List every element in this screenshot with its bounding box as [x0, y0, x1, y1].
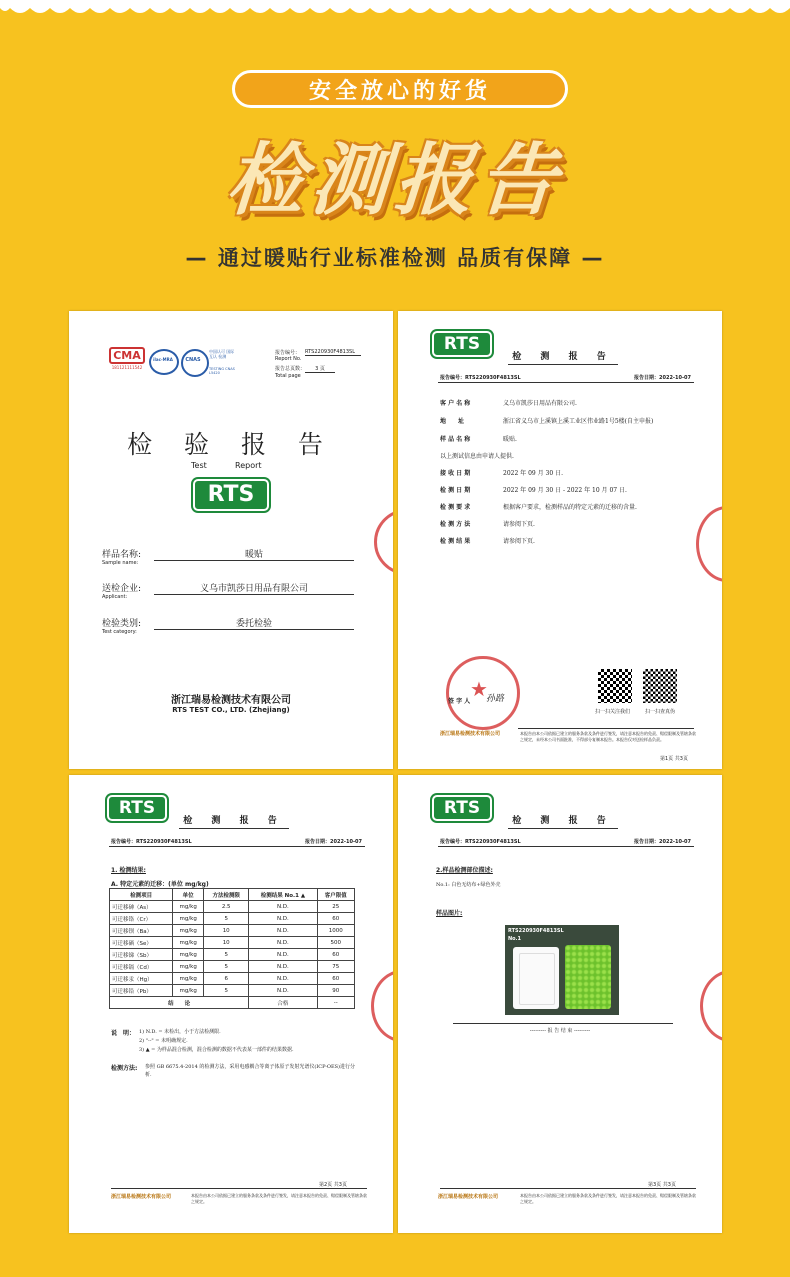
divider [438, 846, 694, 847]
report-page-1 [398, 311, 722, 769]
table-cell: 60 [317, 973, 354, 985]
table-header: 单位 [173, 889, 204, 901]
subsection-heading: A. 特定元素的迁移：(单位 mg/kg) [111, 881, 209, 888]
section-heading: 2.样品检测部位描述: [436, 867, 493, 874]
sample-name-label: 样品名称: [102, 550, 142, 560]
table-cell: mg/kg [173, 961, 204, 973]
footer-text: 本报告由本公司依据已建立的服务条款及条件进行签发，请注意本报告的免责、赔偿限制及管辖条款之规定。 [520, 1193, 696, 1204]
table-cell: 可迁移铅（Pb） [110, 985, 173, 997]
footer-divider [518, 728, 694, 729]
cma-number: 181121111542 [111, 365, 143, 370]
page-number: 第1页 共3页 [660, 756, 688, 762]
divider [109, 846, 365, 847]
table-cell: 1000 [317, 925, 354, 937]
sample-photo [505, 925, 619, 1015]
conclusion-label: 结 论 [110, 997, 249, 1009]
rts-logo: RTS [193, 479, 269, 511]
table-cell: N.D. [249, 925, 317, 937]
note-1: 1) N.D. = 未检出，小于方法检测限. [139, 1029, 221, 1035]
signer-label: 签 字 人 [448, 698, 471, 705]
report-number: 报告编号：RTS220930F4813SL [111, 839, 192, 845]
total-pages-value: 3 页 [305, 365, 335, 373]
ilac-logo-text: ilac-MRA [153, 357, 173, 362]
ilac-logo [149, 349, 179, 375]
table-cell: mg/kg [173, 925, 204, 937]
company-name-cn: 浙江瑞易检测技术有限公司 [171, 695, 291, 706]
footer-company: 浙江瑞易检测技术有限公司 [438, 1194, 499, 1200]
part-description: No.1: 白色无纺布+绿色外壳 [436, 882, 501, 888]
table-cell: 60 [317, 913, 354, 925]
table-row [110, 925, 355, 937]
table-cell: mg/kg [173, 985, 204, 997]
seal-star-icon: ★ [470, 677, 488, 701]
test-category-value: 委托检验 [154, 616, 354, 630]
table-cell: 5 [204, 949, 249, 961]
qr-caption-follow: 扫一扫关注我们 [595, 709, 631, 715]
receive-date-value: 2022 年 09 月 30 日. [503, 470, 563, 477]
table-cell: 5 [204, 913, 249, 925]
report-page-2 [69, 775, 393, 1233]
method-label: 检测方法: [111, 1065, 138, 1072]
report-cover-page [69, 311, 393, 769]
cnas-logo-text: CNAS [185, 357, 201, 363]
table-cell: N.D. [249, 937, 317, 949]
table-cell: mg/kg [173, 949, 204, 961]
sample-name-value: 暖贴. [503, 436, 517, 443]
footer-divider [111, 1188, 367, 1189]
table-cell: N.D. [249, 973, 317, 985]
test-result-value: 请参阅下页. [503, 538, 535, 545]
test-result-label: 检 测 结 果 [440, 538, 471, 545]
report-no-value: RTS220930F4813SL [305, 349, 361, 356]
table-cell: 2.5 [204, 901, 249, 913]
test-method-label: 检 测 方 法 [440, 521, 471, 528]
receive-date-label: 接 收 日 期 [440, 470, 471, 477]
table-cell: 6 [204, 973, 249, 985]
report-heading-en-2: Report [235, 461, 262, 470]
applicant-value: 义乌市凯莎日用品有限公司 [154, 581, 354, 595]
footer-company: 浙江瑞易检测技术有限公司 [440, 731, 501, 737]
table-cell: N.D. [249, 985, 317, 997]
table-cell: mg/kg [173, 901, 204, 913]
table-row [110, 949, 355, 961]
report-date: 报告日期：2022-10-07 [634, 839, 691, 845]
report-no-en: Report No. [275, 356, 302, 362]
table-cell: 可迁移砷（As） [110, 901, 173, 913]
test-date-label: 检 测 日 期 [440, 487, 471, 494]
report-date: 报告日期：2022-10-07 [305, 839, 362, 845]
page-number: 第2页 共3页 [319, 1182, 347, 1188]
banner-pill: 安全放心的好货 [232, 70, 568, 108]
sample-name-value: 暖贴 [154, 547, 354, 561]
table-header: 检测结果 No.1 ▲ [249, 889, 317, 901]
footer-text: 本报告由本公司依据已建立的服务条款及条件进行签发，请注意本报告的免责、赔偿限制及管辖条款之规定。 [191, 1193, 367, 1204]
table-cell: 25 [317, 901, 354, 913]
table-header: 检测项目 [110, 889, 173, 901]
cnas-number: TESTING CNAS L5420 [209, 367, 235, 375]
wavy-top-border [0, 0, 790, 22]
test-requirement-value: 根据客户要求，检测样品的特定元素的迁移的含量. [503, 504, 637, 511]
test-category-label: 检验类别: [102, 619, 142, 629]
page-number: 第3页 共3页 [648, 1182, 676, 1188]
table-row [110, 901, 355, 913]
applicant-label: 送检企业: [102, 584, 142, 594]
report-number: 报告编号：RTS220930F4813SL [440, 375, 521, 381]
conclusion-value: 合格 [249, 997, 317, 1009]
rts-logo: RTS [432, 795, 492, 821]
note-2: 2) "--" = 未明确规定. [139, 1038, 188, 1044]
photo-label: 样品图片: [436, 910, 463, 917]
table-cell: 可迁移钡（Ba） [110, 925, 173, 937]
table-cell: 5 [204, 985, 249, 997]
page-heading: 检 测 报 告 [508, 813, 618, 829]
footer-company: 浙江瑞易检测技术有限公司 [111, 1194, 172, 1200]
table-row [110, 937, 355, 949]
info-note: 以上测试信息由申请人提供. [440, 453, 514, 460]
footer-divider [440, 1188, 696, 1189]
white-patch-image [513, 947, 559, 1009]
green-patch-image [565, 945, 611, 1009]
qr-code-follow [598, 669, 632, 703]
photo-sample-no: No.1 [508, 936, 521, 942]
test-requirement-label: 检 测 要 求 [440, 504, 471, 511]
table-cell: 可迁移汞（Hg） [110, 973, 173, 985]
qr-code-verify [643, 669, 677, 703]
method-text: 参照 GB 6675.4-2014 的检测方法，采用电感耦合等离子体原子发射光谱仪(ICP-OES)进行分析. [145, 1064, 356, 1078]
table-cell: 75 [317, 961, 354, 973]
table-cell: mg/kg [173, 937, 204, 949]
report-date: 报告日期：2022-10-07 [634, 375, 691, 381]
table-header: 客户限值 [317, 889, 354, 901]
table-row [110, 985, 355, 997]
table-cell: 可迁移铬（Cr） [110, 913, 173, 925]
test-date-value: 2022 年 09 月 30 日 - 2022 年 10 月 07 日. [503, 487, 627, 494]
table-row [110, 913, 355, 925]
report-no-label: 报告编号： [275, 350, 301, 356]
sample-name-label: 样 品 名 称 [440, 436, 471, 443]
client-name-label: 客 户 名 称 [440, 400, 471, 407]
rts-logo: RTS [432, 331, 492, 357]
table-cell: 10 [204, 937, 249, 949]
test-category-label-en: Test category: [102, 629, 137, 635]
table-row [110, 973, 355, 985]
photo-caption: RTS220930F4813SL [508, 928, 564, 934]
report-heading-en-1: Test [191, 461, 207, 470]
results-table [109, 888, 355, 1009]
table-cell: N.D. [249, 961, 317, 973]
table-row [110, 961, 355, 973]
table-cell: 60 [317, 949, 354, 961]
notes-label: 说 明： [111, 1030, 136, 1037]
table-cell: mg/kg [173, 913, 204, 925]
sample-name-label-en: Sample name: [102, 560, 139, 566]
conclusion-row [110, 997, 355, 1009]
subtitle: — 通过暖贴行业标准检测 品质有保障 — [185, 246, 605, 270]
report-heading: 检 验 报 告 [127, 430, 335, 459]
side-stamp [696, 506, 722, 582]
address-label: 地 址 [440, 418, 465, 425]
total-pages-en: Total page [275, 373, 301, 379]
table-cell: 可迁移锑（Sb） [110, 949, 173, 961]
address-value: 浙江省义乌市上溪镇上溪工业区伟业路1号5楼(自主申报) [503, 418, 654, 425]
test-method-value: 请参阅下页. [503, 521, 535, 528]
cnas-logo [181, 349, 209, 377]
qr-caption-verify: 扫一扫查真伪 [645, 709, 676, 715]
seal-stamp [374, 509, 393, 575]
note-3: 3) ▲ = 为样品混合检测，混合检测的数据不代表某一部件的结果数据. [139, 1047, 294, 1053]
applicant-label-en: Applicant: [102, 594, 128, 600]
cnas-subtitle: 中国认可 国际互认 检测 [209, 349, 235, 359]
cma-logo-text: CMA [109, 347, 145, 364]
report-number: 报告编号：RTS220930F4813SL [440, 839, 521, 845]
rts-logo: RTS [107, 795, 167, 821]
divider [438, 382, 694, 383]
report-end: --------- 报 告 结 束 --------- [529, 1028, 591, 1034]
table-cell: 10 [204, 925, 249, 937]
total-pages-label: 报告总页数： [275, 366, 306, 372]
table-cell: 500 [317, 937, 354, 949]
table-cell: N.D. [249, 901, 317, 913]
client-name-value: 义乌市凯莎日用品有限公司. [503, 400, 577, 407]
table-cell: mg/kg [173, 973, 204, 985]
signature: 孙路 [486, 694, 505, 704]
end-divider [453, 1023, 673, 1024]
side-stamp [371, 970, 393, 1042]
company-name-en: RTS TEST CO., LTD. (Zhejiang) [172, 706, 290, 714]
table-cell: N.D. [249, 913, 317, 925]
table-cell: 可迁移镉（Cd） [110, 961, 173, 973]
table-cell: 5 [204, 961, 249, 973]
table-cell: N.D. [249, 949, 317, 961]
table-header-row [110, 889, 355, 901]
section-heading: 1. 检测结果: [111, 867, 146, 874]
table-cell: 可迁移硒（Se） [110, 937, 173, 949]
table-cell: 90 [317, 985, 354, 997]
table-header: 方法检测限 [204, 889, 249, 901]
page-heading: 检 测 报 告 [179, 813, 289, 829]
footer-text: 本报告由本公司依据已建立的服务条款及条件进行签发，请注意本报告的免责、赔偿限制及管辖条款之规定，未经本公司书面批准，不得部分复制本报告。本报告仅对送检样品负责。 [520, 731, 696, 742]
cma-logo [109, 347, 145, 370]
report-page-3 [398, 775, 722, 1233]
page-heading: 检 测 报 告 [508, 349, 618, 365]
conclusion-limit: -- [317, 997, 354, 1009]
page-title: 检测报告 [223, 136, 566, 226]
